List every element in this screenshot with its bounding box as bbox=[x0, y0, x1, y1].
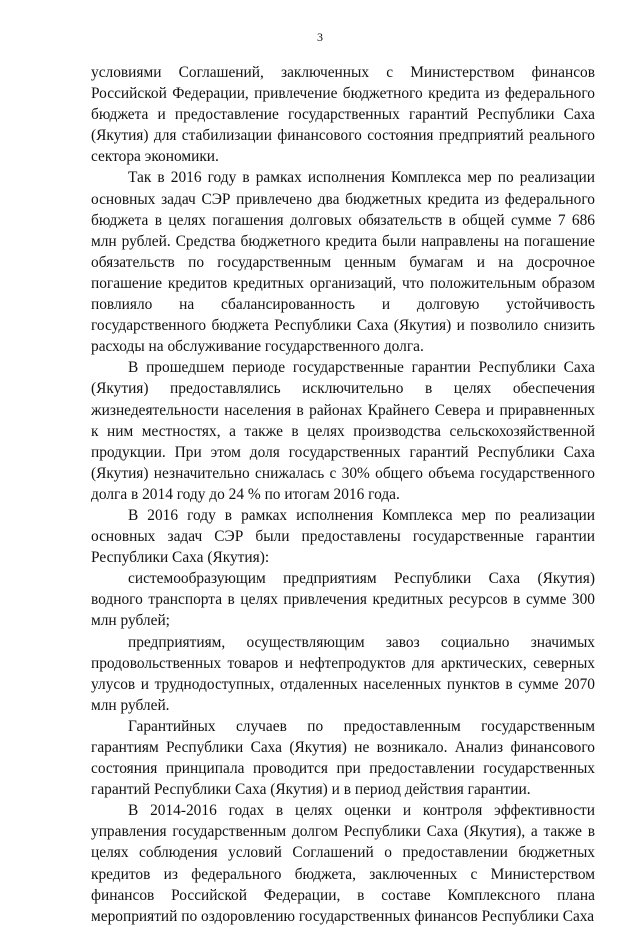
paragraph: Гарантийных случаев по предоставленным государственным гарантиям Республики Саха (Якутия) не возникало. Анализ финансового состояния принципала проводится при предоставлении государственных гарантий Республики Саха (Якутия) и в период действия гарантии. bbox=[91, 717, 595, 799]
paragraph: В 2016 году в рамках исполнения Комплекса мер по реализации основных задач СЭР были предоставлены государственные гарантии Республики Саха (Якутия): bbox=[91, 506, 595, 567]
paragraph: В 2014-2016 годах в целях оценки и контроля эффективности управления государственным долгом Республики Саха (Якутия), а также в целях соблюдения условий Соглашений о предоставлении бюджетных кредитов из федерального бюджета, заключенных с Министерством финансов Российской Федерации, в составе Комплексного плана мероприятий по оздоровлению государственных финансов Республики Саха bbox=[91, 802, 595, 925]
paragraph: Так в 2016 году в рамках исполнения Комплекса мер по реализации основных задач СЭР привлечено два бюджетных кредита из федерального бюджета в целях погашения долговых обязательств в общей сумме 7 686 млн рублей. Средства бюджетного кредита были направлены на погашение обязательств по государственным ценным бумагам и на досрочное погашение кредитов кредитных организаций, что положительным образом повлияло на сбалансированность и долговую устойчивость государственного бюджета Республики Саха (Якутия) и позволило снизить расходы на обслуживание государственного долга. bbox=[91, 169, 595, 356]
paragraph: условиями Соглашений, заключенных с Министерством финансов Российской Федерации, привлечение бюджетного кредита из федерального бюджета и предоставление государственных гарантий Республики Саха (Якутия) для стабилизации финансового состояния предприятий реального сектора экономики. bbox=[91, 64, 595, 166]
document-body bbox=[91, 62, 595, 927]
page-number: 3 bbox=[317, 30, 323, 44]
paragraph: предприятиям, осуществляющим завоз социально значимых продовольственных товаров и нефтепродуктов для арктических, северных улусов и труднодоступных, отдаленных населенных пунктов в сумме 2070 млн рублей. bbox=[91, 633, 595, 714]
paragraph: системообразующим предприятиям Республики Саха (Якутия) водного транспорта в целях привлечения кредитных ресурсов в сумме 300 млн рублей; bbox=[91, 570, 595, 630]
paragraph: В прошедшем периоде государственные гарантии Республики Саха (Якутия) предоставлялись исключительно в целях обеспечения жизнедеятельности населения в районах Крайнего Севера и приравненных к ним местностях, а также в целях производства сельскохозяйственной продукции. При этом доля государственных гарантий Республики Саха (Якутия) незначительно снижалась с 30% общего объема государственного долга в 2014 году до 24 % по итогам 2016 года. bbox=[91, 359, 595, 503]
